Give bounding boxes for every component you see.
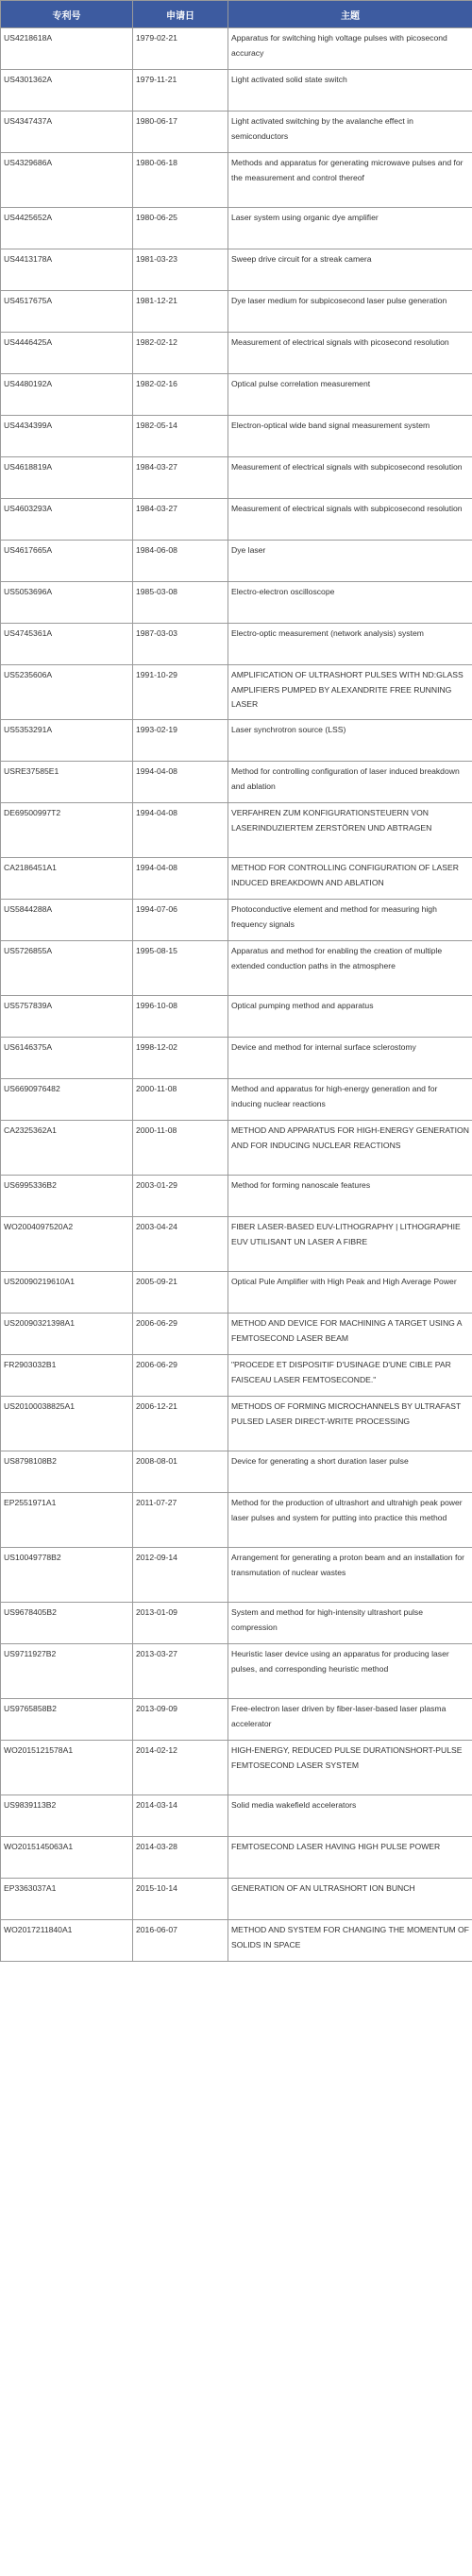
cell-subject: METHOD AND DEVICE FOR MACHINING A TARGET USING A FEMTOSECOND LASER BEAM	[228, 1314, 472, 1355]
cell-subject: System and method for high-intensity ultrashort pulse compression	[228, 1603, 472, 1644]
table-row	[1, 416, 472, 457]
table-row	[1, 1451, 472, 1493]
cell-subject: Method and apparatus for high-energy generation and for inducing nuclear reactions	[228, 1079, 472, 1121]
table-header	[1, 1, 472, 28]
cell-filing-date: 2013-03-27	[133, 1644, 228, 1699]
cell-patent-number: EP3363037A1	[1, 1879, 133, 1920]
cell-patent-number: US20090321398A1	[1, 1314, 133, 1355]
table-row	[1, 1314, 472, 1355]
cell-subject: METHOD AND APPARATUS FOR HIGH-ENERGY GENERATION AND FOR INDUCING NUCLEAR REACTIONS	[228, 1121, 472, 1176]
cell-patent-number: US4745361A	[1, 624, 133, 665]
cell-filing-date: 1994-04-08	[133, 803, 228, 858]
cell-patent-number: FR2903032B1	[1, 1355, 133, 1397]
cell-subject: Heuristic laser device using an apparatus for producing laser pulses, and corresponding heuristic method	[228, 1644, 472, 1699]
cell-filing-date: 1979-02-21	[133, 28, 228, 70]
cell-filing-date: 1994-04-08	[133, 762, 228, 803]
cell-filing-date: 2014-02-12	[133, 1741, 228, 1795]
cell-filing-date: 2006-06-29	[133, 1355, 228, 1397]
cell-subject: Solid media wakefield accelerators	[228, 1795, 472, 1837]
table-row	[1, 28, 472, 70]
cell-patent-number: US4517675A	[1, 291, 133, 333]
cell-subject: Methods and apparatus for generating microwave pulses and for the measurement and control thereof	[228, 153, 472, 208]
cell-filing-date: 1984-06-08	[133, 541, 228, 582]
cell-filing-date: 1995-08-15	[133, 941, 228, 996]
cell-subject: Sweep drive circuit for a streak camera	[228, 249, 472, 291]
table-row	[1, 249, 472, 291]
cell-subject: METHODS OF FORMING MICROCHANNELS BY ULTRAFAST PULSED LASER DIRECT-WRITE PROCESSING	[228, 1397, 472, 1451]
header-filing-date: 申请日	[133, 1, 228, 28]
cell-subject: Laser system using organic dye amplifier	[228, 208, 472, 249]
table-row	[1, 1493, 472, 1548]
cell-subject: Method for forming nanoscale features	[228, 1176, 472, 1217]
cell-patent-number: CA2186451A1	[1, 858, 133, 900]
cell-subject: Measurement of electrical signals with picosecond resolution	[228, 333, 472, 374]
cell-filing-date: 2016-06-07	[133, 1920, 228, 1962]
cell-filing-date: 2013-09-09	[133, 1699, 228, 1741]
table-row	[1, 900, 472, 941]
cell-subject: GENERATION OF AN ULTRASHORT ION BUNCH	[228, 1879, 472, 1920]
cell-subject: Light activated solid state switch	[228, 70, 472, 112]
cell-filing-date: 2014-03-14	[133, 1795, 228, 1837]
table-row	[1, 291, 472, 333]
cell-patent-number: WO2015145063A1	[1, 1837, 133, 1879]
cell-filing-date: 2005-09-21	[133, 1272, 228, 1314]
table-row	[1, 1397, 472, 1451]
cell-filing-date: 2008-08-01	[133, 1451, 228, 1493]
cell-patent-number: US20090219610A1	[1, 1272, 133, 1314]
table-row	[1, 541, 472, 582]
header-subject: 主题	[228, 1, 472, 28]
cell-subject: Optical Pule Amplifier with High Peak and High Average Power	[228, 1272, 472, 1314]
cell-subject: Electro-electron oscilloscope	[228, 582, 472, 624]
cell-filing-date: 1998-12-02	[133, 1038, 228, 1079]
cell-filing-date: 1981-03-23	[133, 249, 228, 291]
cell-subject: Dye laser medium for subpicosecond laser pulse generation	[228, 291, 472, 333]
header-patent-number: 专利号	[1, 1, 133, 28]
cell-patent-number: EP2551971A1	[1, 1493, 133, 1548]
cell-patent-number: WO2017211840A1	[1, 1920, 133, 1962]
cell-subject: Apparatus and method for enabling the creation of multiple extended conduction paths in the atmosphere	[228, 941, 472, 996]
cell-subject: Laser synchrotron source (LSS)	[228, 720, 472, 762]
cell-filing-date: 1982-02-12	[133, 333, 228, 374]
cell-filing-date: 2012-09-14	[133, 1548, 228, 1603]
table-row	[1, 153, 472, 208]
table-row	[1, 1741, 472, 1795]
cell-patent-number: US6146375A	[1, 1038, 133, 1079]
table-row	[1, 1795, 472, 1837]
table-row	[1, 762, 472, 803]
table-row	[1, 582, 472, 624]
cell-patent-number: US5844288A	[1, 900, 133, 941]
cell-patent-number: US5353291A	[1, 720, 133, 762]
cell-filing-date: 1996-10-08	[133, 996, 228, 1038]
table-row	[1, 624, 472, 665]
cell-filing-date: 1980-06-18	[133, 153, 228, 208]
cell-patent-number: US4425652A	[1, 208, 133, 249]
table-row	[1, 1644, 472, 1699]
cell-subject: Method for controlling configuration of laser induced breakdown and ablation	[228, 762, 472, 803]
cell-patent-number: US4617665A	[1, 541, 133, 582]
cell-patent-number: US4446425A	[1, 333, 133, 374]
cell-filing-date: 1991-10-29	[133, 665, 228, 720]
cell-patent-number: US9765858B2	[1, 1699, 133, 1741]
cell-patent-number: US4413178A	[1, 249, 133, 291]
cell-patent-number: US5235606A	[1, 665, 133, 720]
cell-filing-date: 1993-02-19	[133, 720, 228, 762]
cell-filing-date: 1994-04-08	[133, 858, 228, 900]
table-row	[1, 1355, 472, 1397]
cell-patent-number: WO2004097520A2	[1, 1217, 133, 1272]
table-row	[1, 499, 472, 541]
cell-patent-number: US5757839A	[1, 996, 133, 1038]
cell-patent-number: CA2325362A1	[1, 1121, 133, 1176]
cell-patent-number: US4480192A	[1, 374, 133, 416]
table-row	[1, 665, 472, 720]
cell-patent-number: US6995336B2	[1, 1176, 133, 1217]
cell-subject: Free-electron laser driven by fiber-laser-based laser plasma accelerator	[228, 1699, 472, 1741]
cell-subject: Device and method for internal surface sclerostomy	[228, 1038, 472, 1079]
table-row	[1, 1699, 472, 1741]
table-row	[1, 1548, 472, 1603]
table-row	[1, 1038, 472, 1079]
table-row	[1, 720, 472, 762]
cell-subject: FEMTOSECOND LASER HAVING HIGH PULSE POWER	[228, 1837, 472, 1879]
table-row	[1, 208, 472, 249]
cell-subject: Electron-optical wide band signal measurement system	[228, 416, 472, 457]
cell-subject: Measurement of electrical signals with subpicosecond resolution	[228, 457, 472, 499]
table-row	[1, 457, 472, 499]
table-row	[1, 803, 472, 858]
cell-patent-number: US5053696A	[1, 582, 133, 624]
table-body	[1, 28, 472, 1962]
cell-subject: Measurement of electrical signals with subpicosecond resolution	[228, 499, 472, 541]
table-row	[1, 1176, 472, 1217]
cell-filing-date: 2003-04-24	[133, 1217, 228, 1272]
cell-patent-number: US4301362A	[1, 70, 133, 112]
cell-subject: Light activated switching by the avalanche effect in semiconductors	[228, 112, 472, 153]
table-row	[1, 1879, 472, 1920]
cell-patent-number: US4347437A	[1, 112, 133, 153]
cell-filing-date: 1984-03-27	[133, 499, 228, 541]
cell-patent-number: USRE37585E1	[1, 762, 133, 803]
table-row	[1, 858, 472, 900]
table-row	[1, 1217, 472, 1272]
cell-patent-number: US9678405B2	[1, 1603, 133, 1644]
cell-subject: Apparatus for switching high voltage pulses with picosecond accuracy	[228, 28, 472, 70]
cell-subject: AMPLIFICATION OF ULTRASHORT PULSES WITH ND:GLASS AMPLIFIERS PUMPED BY ALEXANDRITE FREE RUNNING LASER	[228, 665, 472, 720]
table-row	[1, 374, 472, 416]
cell-patent-number: US4218618A	[1, 28, 133, 70]
cell-patent-number: US4434399A	[1, 416, 133, 457]
cell-subject: Device for generating a short duration laser pulse	[228, 1451, 472, 1493]
cell-patent-number: US4329686A	[1, 153, 133, 208]
cell-filing-date: 2015-10-14	[133, 1879, 228, 1920]
cell-filing-date: 2006-06-29	[133, 1314, 228, 1355]
cell-subject: FIBER LASER-BASED EUV-LITHOGRAPHY | LITHOGRAPHIE EUV UTILISANT UN LASER A FIBRE	[228, 1217, 472, 1272]
cell-filing-date: 1987-03-03	[133, 624, 228, 665]
cell-filing-date: 2014-03-28	[133, 1837, 228, 1879]
header-row	[1, 1, 472, 28]
table-row	[1, 333, 472, 374]
table-row	[1, 70, 472, 112]
cell-subject: Electro-optic measurement (network analysis) system	[228, 624, 472, 665]
cell-filing-date: 1981-12-21	[133, 291, 228, 333]
cell-patent-number: US5726855A	[1, 941, 133, 996]
cell-subject: Optical pulse correlation measurement	[228, 374, 472, 416]
cell-subject: HIGH-ENERGY, REDUCED PULSE DURATIONSHORT-PULSE FEMTOSECOND LASER SYSTEM	[228, 1741, 472, 1795]
cell-patent-number: US6690976482	[1, 1079, 133, 1121]
cell-filing-date: 2013-01-09	[133, 1603, 228, 1644]
cell-filing-date: 2003-01-29	[133, 1176, 228, 1217]
table-row	[1, 1079, 472, 1121]
table-row	[1, 1603, 472, 1644]
table-row	[1, 941, 472, 996]
cell-subject: METHOD AND SYSTEM FOR CHANGING THE MOMENTUM OF SOLIDS IN SPACE	[228, 1920, 472, 1962]
cell-patent-number: US10049778B2	[1, 1548, 133, 1603]
cell-patent-number: US4618819A	[1, 457, 133, 499]
table-row	[1, 1837, 472, 1879]
table-row	[1, 1920, 472, 1962]
cell-filing-date: 1985-03-08	[133, 582, 228, 624]
cell-patent-number: US9711927B2	[1, 1644, 133, 1699]
cell-subject: Arrangement for generating a proton beam and an installation for transmutation of nuclear wastes	[228, 1548, 472, 1603]
cell-subject: VERFAHREN ZUM KONFIGURATIONSTEUERN VON LASERINDUZIERTEM ZERSTÖREN UND ABTRAGEN	[228, 803, 472, 858]
cell-patent-number: DE69500997T2	[1, 803, 133, 858]
cell-subject: Dye laser	[228, 541, 472, 582]
table-row	[1, 1121, 472, 1176]
cell-filing-date: 1984-03-27	[133, 457, 228, 499]
cell-patent-number: US4603293A	[1, 499, 133, 541]
cell-filing-date: 1994-07-06	[133, 900, 228, 941]
cell-filing-date: 1980-06-17	[133, 112, 228, 153]
cell-subject: "PROCEDE ET DISPOSITIF D'USINAGE D'UNE CIBLE PAR FAISCEAU LASER FEMTOSECONDE."	[228, 1355, 472, 1397]
cell-filing-date: 1982-02-16	[133, 374, 228, 416]
table-row	[1, 1272, 472, 1314]
cell-filing-date: 2000-11-08	[133, 1121, 228, 1176]
cell-subject: Method for the production of ultrashort and ultrahigh peak power laser pulses and system for putting into practice this method	[228, 1493, 472, 1548]
cell-filing-date: 1979-11-21	[133, 70, 228, 112]
cell-filing-date: 2000-11-08	[133, 1079, 228, 1121]
cell-patent-number: US9839113B2	[1, 1795, 133, 1837]
cell-filing-date: 1982-05-14	[133, 416, 228, 457]
cell-filing-date: 1980-06-25	[133, 208, 228, 249]
cell-patent-number: WO2015121578A1	[1, 1741, 133, 1795]
cell-subject: METHOD FOR CONTROLLING CONFIGURATION OF LASER INDUCED BREAKDOWN AND ABLATION	[228, 858, 472, 900]
table-row	[1, 112, 472, 153]
table-row	[1, 996, 472, 1038]
cell-subject: Optical pumping method and apparatus	[228, 996, 472, 1038]
cell-filing-date: 2011-07-27	[133, 1493, 228, 1548]
cell-patent-number: US20100038825A1	[1, 1397, 133, 1451]
cell-subject: Photoconductive element and method for measuring high frequency signals	[228, 900, 472, 941]
cell-patent-number: US8798108B2	[1, 1451, 133, 1493]
cell-filing-date: 2006-12-21	[133, 1397, 228, 1451]
